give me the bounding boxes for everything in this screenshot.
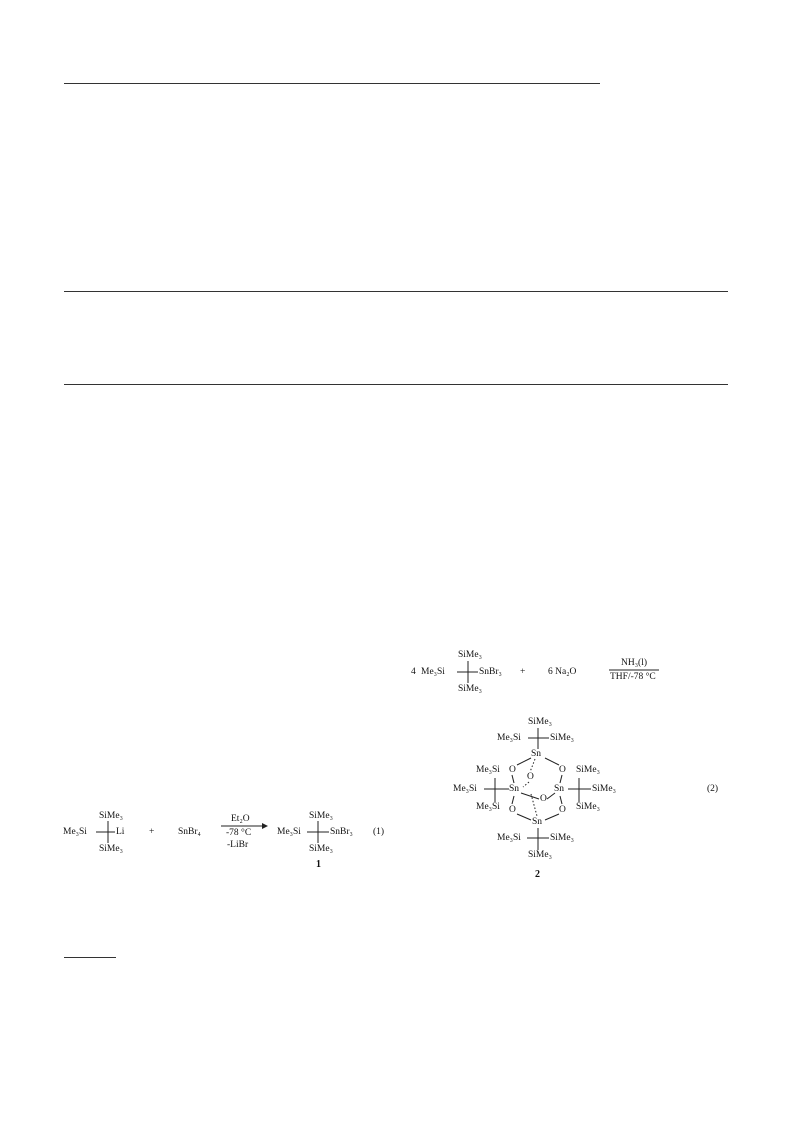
right-group-silyl-upper: SiMe₃ xyxy=(576,765,600,775)
left-group-silyl-upper: Me₃Si xyxy=(476,765,500,775)
tin-atom-left: Sn xyxy=(509,784,520,794)
left-group-silyl-middle: Me₃Si xyxy=(453,784,477,794)
oxygen-atom-upper-left: O xyxy=(509,765,516,775)
tin-atom-bottom: Sn xyxy=(532,817,543,827)
right-group-silyl-lower: SiMe₃ xyxy=(576,802,600,812)
cluster-bonds xyxy=(0,0,1,1)
oxygen-atom-lower-right: O xyxy=(559,805,566,815)
top-group-silyl-left: Me₃Si xyxy=(497,733,521,743)
equation-number-1: (1) xyxy=(373,827,385,837)
reactant-1-left-group: Me₃Si xyxy=(63,827,87,837)
plus-sign-2: + xyxy=(520,667,526,677)
condition-2-temperature: THF/-78 °C xyxy=(610,672,656,682)
tin-atom-top: Sn xyxy=(531,749,542,759)
coefficient-2: 4 xyxy=(411,667,416,677)
product-1-top-group: SiMe₃ xyxy=(309,811,333,821)
right-group-silyl-middle: SiMe₃ xyxy=(592,784,616,794)
top-group-silyl-upper: SiMe₃ xyxy=(528,717,552,727)
product-1-left-group: Me₃Si xyxy=(277,827,301,837)
oxygen-atom-upper-right: O xyxy=(559,765,566,775)
reagent-2: 6 Na₂O xyxy=(548,667,577,677)
top-group-silyl-right: SiMe₃ xyxy=(550,733,574,743)
compound-label-2: 2 xyxy=(535,869,540,880)
condition-1-temperature: -78 °C xyxy=(226,828,252,838)
reagent-1: SnBr₄ xyxy=(178,827,201,837)
reactant-1-top-group: SiMe₃ xyxy=(99,811,123,821)
reactant-2-bottom-group: SiMe₃ xyxy=(458,684,482,694)
bottom-group-silyl-right: SiMe₃ xyxy=(550,833,574,843)
footnote-rule xyxy=(64,957,116,958)
section-rule-top xyxy=(64,291,728,292)
section-rule-bottom xyxy=(64,384,728,385)
oxygen-atom-center: O xyxy=(527,772,534,782)
bottom-group-silyl-lower: SiMe₃ xyxy=(528,850,552,860)
reactant-1-right-group: Li xyxy=(116,827,125,837)
oxygen-atom-lower-left: O xyxy=(509,805,516,815)
tin-atom-right: Sn xyxy=(554,784,565,794)
plus-sign-1: + xyxy=(149,827,155,837)
bottom-group-silyl-left: Me₃Si xyxy=(497,833,521,843)
reactant-2-left-group: Me₃Si xyxy=(421,667,445,677)
product-1-right-group: SnBr₃ xyxy=(330,827,353,837)
reactant-1-bottom-group: SiMe₃ xyxy=(99,844,123,854)
header-rule xyxy=(64,83,600,84)
compound-label-1: 1 xyxy=(316,859,321,870)
condition-1-solvent: Et₂O xyxy=(231,814,250,824)
reactant-2-right-group: SnBr₃ xyxy=(479,667,502,677)
left-group-silyl-lower: Me₃Si xyxy=(476,802,500,812)
condition-1-byproduct: -LiBr xyxy=(227,840,249,850)
product-1-bottom-group: SiMe₃ xyxy=(309,844,333,854)
oxygen-atom-middle: O xyxy=(540,794,547,804)
condition-2-solvent: NH₃(l) xyxy=(621,658,647,668)
equation-number-2: (2) xyxy=(707,784,719,794)
reactant-2-top-group: SiMe₃ xyxy=(458,650,482,660)
